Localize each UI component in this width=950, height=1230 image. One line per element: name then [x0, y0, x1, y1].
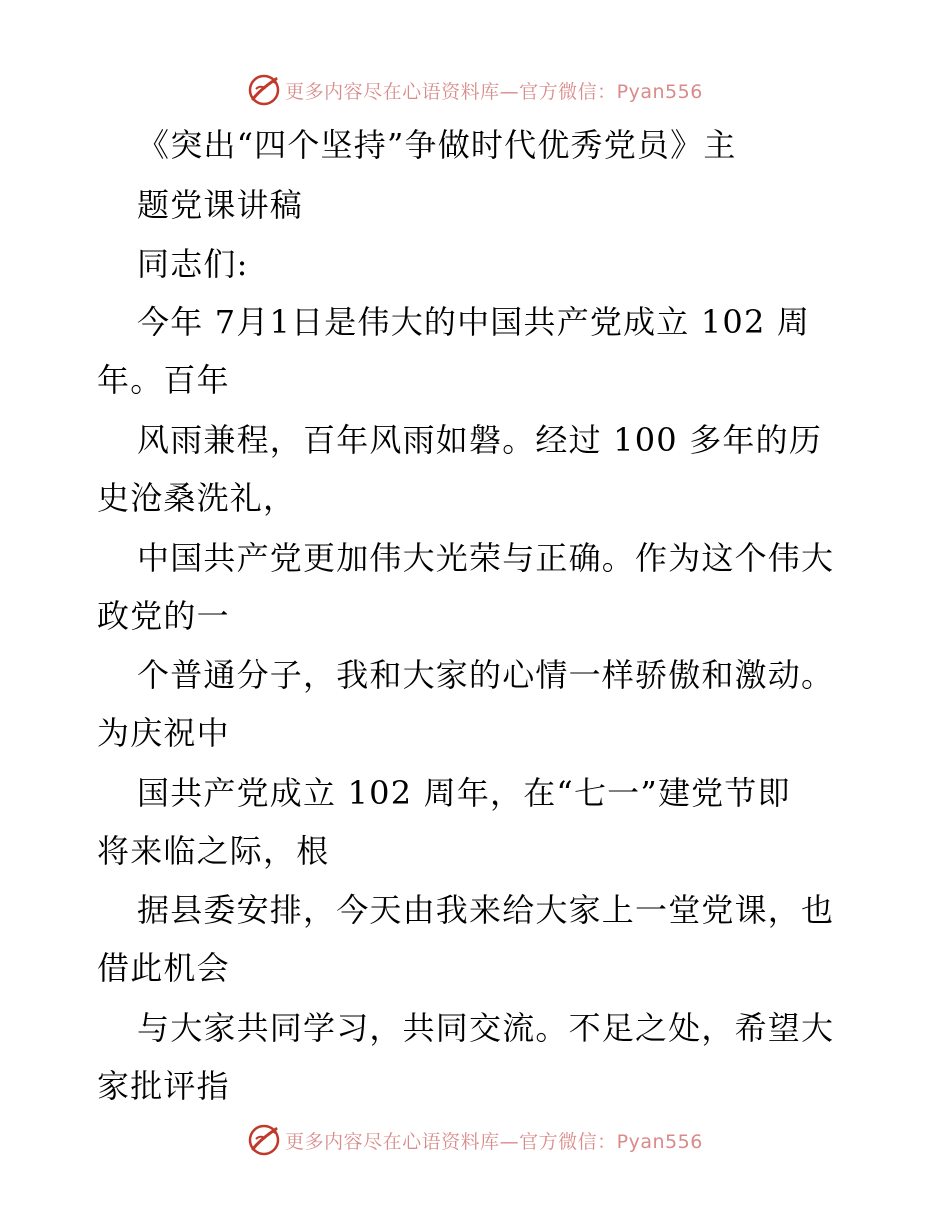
- watermark-text: 更多内容尽在心语资料库—官方微信：Pyan556: [285, 1130, 703, 1153]
- doc-title-line-1: 《突出“四个坚持”争做时代优秀党员》主: [137, 126, 737, 164]
- doc-line: 个普通分子，我和大家的心情一样骄傲和激动。: [137, 656, 835, 694]
- header-watermark-banner: [0, 70, 950, 110]
- doc-line: 风雨兼程，百年风雨如磐。经过 100 多年的历: [137, 421, 823, 459]
- doc-line: 据县委安排，今天由我来给大家上一堂党课，也: [137, 891, 835, 929]
- doc-line: 借此机会: [97, 949, 230, 987]
- doc-line: 国共产党成立 102 周年，在“七一”建党节即: [137, 774, 791, 812]
- doc-line: 中国共产党更加伟大光荣与正确。作为这个伟大: [137, 539, 835, 577]
- watermark-text: 更多内容尽在心语资料库—官方微信：Pyan556: [285, 80, 703, 103]
- doc-line: 为庆祝中: [97, 714, 230, 752]
- doc-line: 与大家共同学习，共同交流。不足之处，希望大: [137, 1009, 835, 1047]
- pen-logo-icon: [247, 73, 281, 107]
- footer-watermark-banner: [0, 1120, 950, 1160]
- doc-title-line-2: 题党课讲稿: [137, 186, 304, 224]
- doc-line: 今年 7月1日是伟大的中国共产党成立 102 周: [137, 303, 811, 341]
- doc-salutation: 同志们:: [137, 245, 249, 283]
- pen-logo-icon: [247, 1123, 281, 1157]
- doc-line: 将来临之际，根: [97, 832, 330, 870]
- doc-line: 史沧桑洗礼，: [97, 479, 297, 517]
- doc-line: 政党的一: [97, 597, 230, 635]
- doc-line: 家批评指: [97, 1067, 230, 1105]
- doc-line: 年。百年: [97, 361, 230, 399]
